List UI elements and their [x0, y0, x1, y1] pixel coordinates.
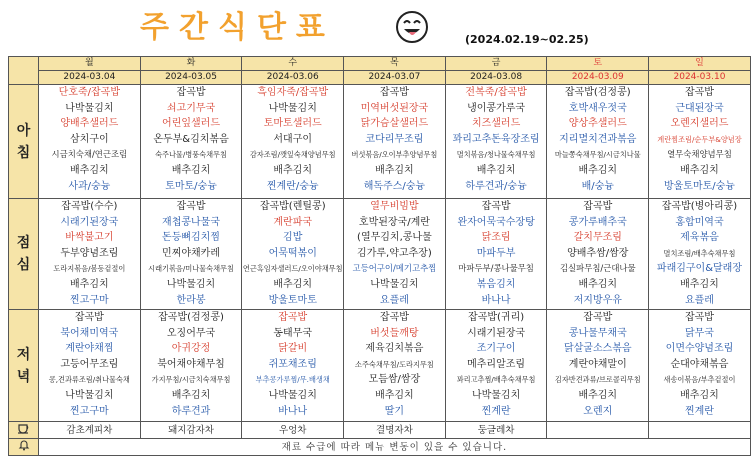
- menu-item: 근대된장국: [675, 102, 724, 114]
- menu-item: 김실파무침/근대나물: [559, 263, 636, 274]
- menu-item: 나박물김치: [166, 278, 216, 290]
- menu-item: 쇠고기무국: [166, 102, 216, 114]
- menu-item: 잡곡밥: [481, 201, 511, 212]
- menu-item: 소주숙채무침/도라지무침: [355, 359, 434, 369]
- menu-item: 나박물김치: [65, 389, 114, 401]
- day-date: 2024-03.05: [140, 71, 242, 85]
- meal-cell: [242, 199, 344, 310]
- menu-item: 하루견과: [171, 405, 211, 417]
- meal-cell: [547, 85, 649, 199]
- menu-item: 잡곡밥(귀리): [468, 312, 525, 323]
- menu-item: 딸기: [384, 405, 405, 417]
- menu-item: 양배추쌈/쌈장: [567, 247, 629, 259]
- menu-item: 배추김치: [680, 389, 719, 401]
- menu-item: 잡곡밥(검정콩): [564, 87, 631, 98]
- menu-item: 한라봉: [176, 294, 206, 306]
- meal-cell: [242, 85, 344, 199]
- meal-label-lunch: [9, 199, 39, 310]
- day-date: 2024-03.07: [344, 71, 446, 85]
- menu-item: 호박된장국/계란: [358, 216, 430, 228]
- day-name: 수: [242, 57, 344, 71]
- menu-item: 배/숭늉: [581, 180, 614, 192]
- lunch-row: [9, 199, 751, 310]
- menu-item: 멸치볶음/청나물숙채무침: [456, 150, 536, 160]
- menu-item: 잡곡밥: [379, 312, 409, 323]
- meal-label-dinner: [9, 310, 39, 422]
- day-name: 금: [445, 57, 547, 71]
- menu-item: 시금치숙채/연근조림: [51, 149, 128, 160]
- menu-item: 배추김치: [578, 278, 618, 290]
- notice-icon-cell: [9, 439, 39, 456]
- menu-item: 동태무국: [273, 327, 313, 339]
- menu-item: 사과/숭늉: [68, 180, 111, 192]
- menu-item: 계란찜조림/순두부&양념장: [657, 134, 742, 144]
- menu-item: 지리멸치견과볶음: [559, 133, 637, 145]
- grinning-face-icon: [395, 10, 429, 44]
- menu-item: 토마토샐러드: [263, 118, 322, 130]
- menu-item: 제육김치볶음: [365, 343, 424, 355]
- meal-cell: [649, 199, 751, 310]
- tea-row: [9, 422, 751, 439]
- menu-item: 배추김치: [70, 278, 109, 290]
- menu-item: 마파두부/콩나물무침: [458, 263, 534, 274]
- title-text: 주간식단표: [140, 10, 335, 45]
- menu-item: 나박물김치: [268, 389, 317, 401]
- menu-item: 김자반견과류/브로콜리무침: [554, 375, 641, 385]
- page-title: [140, 2, 335, 46]
- menu-item: 배추김치: [273, 164, 313, 176]
- day-name-row: [9, 57, 751, 71]
- menu-item: 찐고구마: [70, 405, 109, 417]
- menu-item: 어묵떡볶이: [268, 247, 317, 259]
- menu-item: 감자조림/깻잎숙채양념무침: [249, 150, 336, 160]
- menu-item: 열무비빔밥: [370, 201, 419, 212]
- day-name: 토: [547, 57, 649, 71]
- menu-item: 꽈리고추찜/배추숙채무침: [456, 375, 536, 385]
- meal-cell: [140, 310, 242, 422]
- day-name: 목: [344, 57, 446, 71]
- menu-item: 미역버섯된장국: [360, 102, 429, 114]
- menu-item: 배추김치: [171, 389, 211, 401]
- menu-item: 치즈샐러드: [471, 118, 521, 130]
- menu-item: 나박물김치: [471, 389, 521, 401]
- menu-item: 흑임자죽/잡곡밥: [257, 87, 329, 98]
- menu-item: 토마토/숭늉: [165, 180, 217, 192]
- menu-item: 배추김치: [476, 164, 516, 176]
- menu-item: (열무김치,콩나물: [357, 232, 432, 244]
- menu-item: 배추김치: [680, 278, 719, 290]
- menu-item: 나박물김치: [65, 102, 114, 114]
- tea-cell: 둥글레차: [445, 422, 547, 439]
- bell-icon: [18, 439, 30, 451]
- menu-item: 이면수양념조림: [665, 343, 734, 355]
- menu-item: 마파두부: [476, 247, 516, 259]
- menu-item: 찐고구마: [70, 294, 109, 306]
- menu-item: 열무숙채양념무침: [667, 149, 732, 160]
- menu-item: 배추김치: [375, 164, 414, 176]
- day-date: 2024-03.09: [547, 71, 649, 85]
- menu-item: 시래기된장국: [467, 327, 526, 339]
- menu-item: 콩가루배추국: [568, 216, 627, 228]
- menu-item: 바나나: [481, 294, 511, 306]
- menu-item: 잡곡밥: [583, 201, 613, 212]
- menu-item: 찐계란: [481, 405, 511, 417]
- menu-item: 배추김치: [375, 389, 414, 401]
- menu-item: 버섯들깨탕: [370, 327, 419, 339]
- menu-item: 계란파국: [273, 216, 313, 228]
- menu-item: 계란야채찜: [65, 343, 114, 355]
- menu-item: 시래기볶음/미나물숙채무침: [148, 264, 234, 274]
- menu-item: 순대야채볶음: [670, 358, 729, 370]
- menu-item: 닭가슴살샐러드: [360, 118, 429, 130]
- menu-item: 배추김치: [273, 278, 313, 290]
- tea-cup-icon: [17, 422, 31, 434]
- menu-item: 계란야채말이: [568, 358, 627, 370]
- meal-cell: [344, 85, 446, 199]
- menu-item: 꽈리고추돈육장조림: [452, 133, 540, 145]
- tea-row-icon-cell: [9, 422, 39, 439]
- menu-item: 홍합미역국: [675, 216, 724, 228]
- tea-cell: [547, 422, 649, 439]
- menu-item: 닭살굴소스볶음: [563, 343, 632, 355]
- menu-item: 잡곡밥: [176, 201, 206, 212]
- menu-item: 배추김치: [171, 164, 211, 176]
- menu-item: 마늘쫑숙채무침/시금치나물: [554, 150, 641, 160]
- menu-item: 잡곡밥(수수): [61, 201, 118, 212]
- menu-item: 북어채미역국: [60, 327, 119, 339]
- menu-item: 멸치조림/배추숙채무침: [663, 248, 736, 258]
- menu-item: 버섯볶음/오이부추양념무침: [351, 150, 438, 160]
- menu-item: 쥐포채조림: [268, 358, 317, 370]
- menu-item: 닭조림: [481, 232, 511, 244]
- menu-item: 부추콩가루찜/무.배생채: [255, 375, 330, 385]
- day-name: 화: [140, 57, 242, 71]
- menu-item: 온두부&김치볶음: [153, 133, 229, 145]
- day-date: 2024-03.06: [242, 71, 344, 85]
- meal-cell: [344, 199, 446, 310]
- tea-cell: 우엉차: [242, 422, 344, 439]
- meal-cell: [649, 85, 751, 199]
- menu-item: 고등어구이/메기고추찜: [352, 263, 437, 274]
- menu-item: 완자어묵국수장탕: [457, 216, 535, 228]
- menu-item: 하루견과/숭늉: [465, 180, 527, 192]
- menu-item: 도라지볶음/봄동겉절이: [53, 264, 126, 274]
- menu-item: 코다리무조림: [365, 133, 424, 145]
- menu-item: 제육볶음: [680, 232, 719, 244]
- day-date: 2024-03.10: [649, 71, 751, 85]
- notice-text: 재료 수급에 따라 메뉴 변동이 있을 수 있습니다.: [39, 439, 751, 456]
- menu-item: 연근흑임자샐러드/오이야채무침: [242, 264, 343, 274]
- menu-item: 방울토마토/숭늉: [663, 180, 735, 192]
- menu-item: 찐계란/숭늉: [266, 180, 319, 192]
- meal-cell: [445, 310, 547, 422]
- day-name: 일: [649, 57, 751, 71]
- meal-label-char: 아: [16, 122, 31, 139]
- meal-cell: [242, 310, 344, 422]
- menu-table: [8, 56, 751, 456]
- menu-item: 양상추샐러드: [568, 118, 627, 130]
- day-date: 2024-03.08: [445, 71, 547, 85]
- menu-item: 갈치무조림: [573, 232, 622, 244]
- meal-label-char: 심: [16, 257, 31, 273]
- menu-item: 잡곡밥(렌틸콩): [259, 201, 326, 212]
- menu-item: 콩,견과류조림/취나물숙채: [48, 375, 130, 385]
- menu-item: 잡곡밥: [379, 87, 409, 98]
- menu-item: 잡곡밥: [278, 312, 308, 323]
- breakfast-row: [9, 85, 751, 199]
- day-date: 2024-03.04: [39, 71, 141, 85]
- menu-item: 찐계란: [684, 405, 714, 417]
- meal-cell: [140, 199, 242, 310]
- menu-item: 오징어무국: [166, 327, 216, 339]
- menu-item: 숙주나물/병풍숙채무침: [155, 150, 227, 160]
- notice-row: [9, 439, 751, 456]
- meal-label-breakfast: [9, 85, 39, 199]
- meal-cell: [39, 199, 141, 310]
- menu-item: 닭갈비: [278, 343, 308, 355]
- menu-item: 잡곡밥: [176, 87, 206, 98]
- menu-item: 잡곡밥: [583, 312, 613, 323]
- tea-cell: [649, 422, 751, 439]
- menu-item: 요플레: [379, 294, 409, 306]
- menu-item: 오렌지샐러드: [670, 118, 729, 130]
- menu-item: 배추김치: [680, 164, 719, 176]
- menu-item: 김가루,약고추장): [357, 247, 432, 259]
- menu-item: 새송이볶음/부추겉절이: [663, 375, 736, 385]
- meal-cell: [445, 199, 547, 310]
- tea-cell: 돼지감자차: [140, 422, 242, 439]
- menu-item: 바싹불고기: [65, 232, 114, 244]
- menu-item: 가지무침/시금치숙채무침: [151, 375, 231, 385]
- menu-item: 시래기된장국: [60, 216, 119, 228]
- meal-cell: [445, 85, 547, 199]
- menu-item: 배추김치: [578, 389, 618, 401]
- menu-item: 김밥: [283, 232, 303, 244]
- corner-cell: [9, 57, 39, 85]
- tea-cell: 감초계피차: [39, 422, 141, 439]
- menu-item: 냉이콩가루국: [467, 102, 526, 114]
- menu-item: 콩나물무채국: [568, 327, 627, 339]
- meal-label-char: 점: [16, 235, 31, 251]
- menu-item: 두부양념조림: [60, 247, 119, 259]
- menu-item: 돈등뼈김치찜: [162, 232, 221, 244]
- menu-item: 요플레: [684, 294, 714, 306]
- meal-cell: [547, 310, 649, 422]
- meal-cell: [39, 310, 141, 422]
- tea-cell: 결명자차: [344, 422, 446, 439]
- menu-item: 볶음김치: [476, 278, 516, 290]
- menu-item: 잡곡밥(병아리콩): [661, 201, 738, 212]
- menu-item: 아귀강정: [171, 343, 211, 355]
- menu-item: 북어채야채무침: [157, 358, 225, 370]
- menu-item: 서대구이: [273, 133, 313, 145]
- menu-item: 바나나: [278, 405, 308, 417]
- menu-item: 모듬쌈/쌈장: [368, 374, 421, 386]
- menu-item: 파래김구이&달래장: [656, 263, 742, 275]
- menu-item: 잡곡밥: [684, 87, 714, 98]
- menu-item: 닭무국: [684, 327, 714, 339]
- menu-item: 배추김치: [70, 164, 109, 176]
- meal-label-char: 저: [16, 346, 31, 363]
- menu-item: 어린잎샐러드: [162, 118, 221, 130]
- meal-cell: [344, 310, 446, 422]
- menu-item: 조기구이: [476, 343, 516, 355]
- menu-item: 나박물김치: [268, 102, 317, 114]
- menu-item: 해독주스/숭늉: [363, 180, 426, 192]
- menu-item: 재첩콩나물국: [162, 216, 221, 228]
- menu-item: 단호죽/잡곡밥: [58, 87, 121, 98]
- menu-item: 양배추샐러드: [60, 118, 119, 130]
- day-name: 월: [39, 57, 141, 71]
- date-period: (2024.02.19~02.25): [465, 33, 589, 46]
- meal-cell: [649, 310, 751, 422]
- menu-item: 고등어무조림: [60, 358, 119, 370]
- menu-item: 잡곡밥(검정콩): [158, 312, 224, 323]
- menu-item: 잡곡밥: [684, 312, 714, 323]
- meal-label-char: 침: [16, 144, 31, 161]
- meal-cell: [140, 85, 242, 199]
- menu-item: 방울토마토: [268, 294, 317, 306]
- menu-item: 메추리알조림: [467, 358, 526, 370]
- menu-item: 호박새우젓국: [568, 102, 627, 114]
- menu-item: 전복죽/잡곡밥: [465, 87, 527, 98]
- menu-item: 오렌지: [583, 405, 613, 417]
- meal-cell: [547, 199, 649, 310]
- menu-item: 나박물김치: [370, 278, 419, 290]
- meal-cell: [39, 85, 141, 199]
- menu-item: 민찌야채카레: [162, 247, 221, 259]
- menu-item: 저지방우유: [573, 294, 622, 306]
- menu-item: 배추김치: [578, 164, 618, 176]
- day-date-row: [9, 71, 751, 85]
- meal-label-char: 녁: [16, 368, 31, 385]
- menu-item: 삼치구이: [70, 133, 109, 145]
- dinner-row: [9, 310, 751, 422]
- menu-item: 잡곡밥: [74, 312, 104, 323]
